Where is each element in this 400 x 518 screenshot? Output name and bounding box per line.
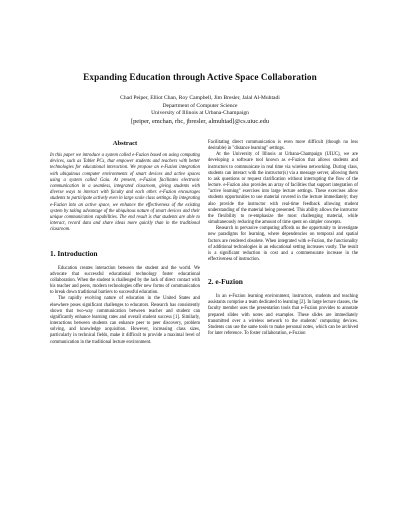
efuzion-paragraph-1: In an e-Fuzion learning environment, instructors, students and teaching assistants comprise a team dedicated to learning [2]. In large lecture classes, the faculty member uses the presentation tools that e-Fuzion provides to annotate prepared slides with notes and examples. These slides are immediately transmitted over a wireless network to the students' computing devices. Students can use the same tools to make personal notes, which can be archived for later reference. To foster collaboration, e-Fuzion [208, 294, 358, 337]
section-2-heading: 2. e-Fuzion [208, 277, 243, 287]
university: University of Illinois at Urbana-Champaign [151, 110, 249, 117]
intro-paragraph-4: At the University of Illinois at Urbana-Champaign (UIUC), we are developing a software tool known as e-Fuzion that allows students and instructors to communicate in real time via wireless networking. During class, students can interact with the instructor(s) via a message server, allowing them to ask questions or request clarification without interrupting the flow of the lecture. e-Fuzion also provides an array of facilities that support integration of "active learning" exercises into large lecture settings. These exercises allow students opportunities to use material covered in the lecture immediately; they also provide the instructor with real-time feedback allowing student understanding of the material being presented. This ability allows the instructor the flexibility to re-emphasize the most challenging material, while simultaneously reducing the amount of time spent on simpler concepts. [208, 152, 358, 226]
abstract-heading: Abstract [112, 140, 138, 147]
section-1-heading: 1. Introduction [50, 248, 98, 258]
intro-paragraph-5: Research in pervasive computing affords us the opportunity to investigate new paradigms for learning, where dependencies on temporal and spatial factors are rendered obsolete. When integrated with e-Fuzion, the functionality of additional technologies in an educational setting increases vastly. The result is a significant reduction in cost and a commensurate increase in the effectiveness of instruction. [208, 226, 358, 262]
intro-paragraph-2: The rapidly evolving nature of education in the United States and elsewhere poses significant challenges to educators. Research has consistently shown that two-way communication between teacher and student can significantly enhance learning rates and overall student success [1]. Similarly, interactions between students can enhance peer to peer discovery, problem solving, and knowledge acquisition. However, increasing class sizes, particularly in technical fields, make it difficult to provide a maximal level of communication in the traditional lecture environment. [50, 296, 200, 345]
abstract-text: In this paper we introduce a system called e-Fuzion based on using computing devices, such as Tablet PCs, that empower students and teachers with better technologies for educational interaction. We propose an e-Fuzion integration with ubiquitous computer environments of smart devices and active spaces using a system called Gaia. At present, e-Fuzion facilitates electronic communication in a seamless, integrated classroom, giving students with diverse ways to interact with faculty and each other. e-Fuzion encourages students to participate actively even in large scale class settings. By integrating e-Fuzion into an active space, we enhance the effectiveness of the existing system by taking advantage of the ubiquitous nature of smart devices and their unique communication capabilities. The end result is that students are able to interact, record data and share ideas more quickly than in the traditional classroom. [50, 153, 200, 233]
department: Department of Computer Science [162, 102, 238, 109]
author-names: Chad Peiper, Elliot Chan, Roy Campbell, Jim Bresler, Jalal Al-Muhtadi [120, 95, 280, 101]
paper-title: Expanding Education through Active Space Collaboration [83, 72, 317, 82]
right-column [208, 140, 358, 337]
author-block [0, 95, 400, 125]
intro-paragraph-1: Education creates interaction between the student and the world. We advocate that successful educational technology foster educational collaboration. When the student is challenged by the lack of direct contact with his teacher and peers, modern technologies offer new forms of communication to break down traditional barriers to successful education. [50, 265, 200, 296]
intro-paragraph-3: Facilitating direct communication is even more difficult (though no less desirable) in "distance learning" settings. [208, 140, 358, 152]
author-emails: [peiper, emchan, rhc, jbresler, almuhtad]@cs.uiuc.edu [130, 117, 270, 125]
left-column [50, 140, 200, 346]
